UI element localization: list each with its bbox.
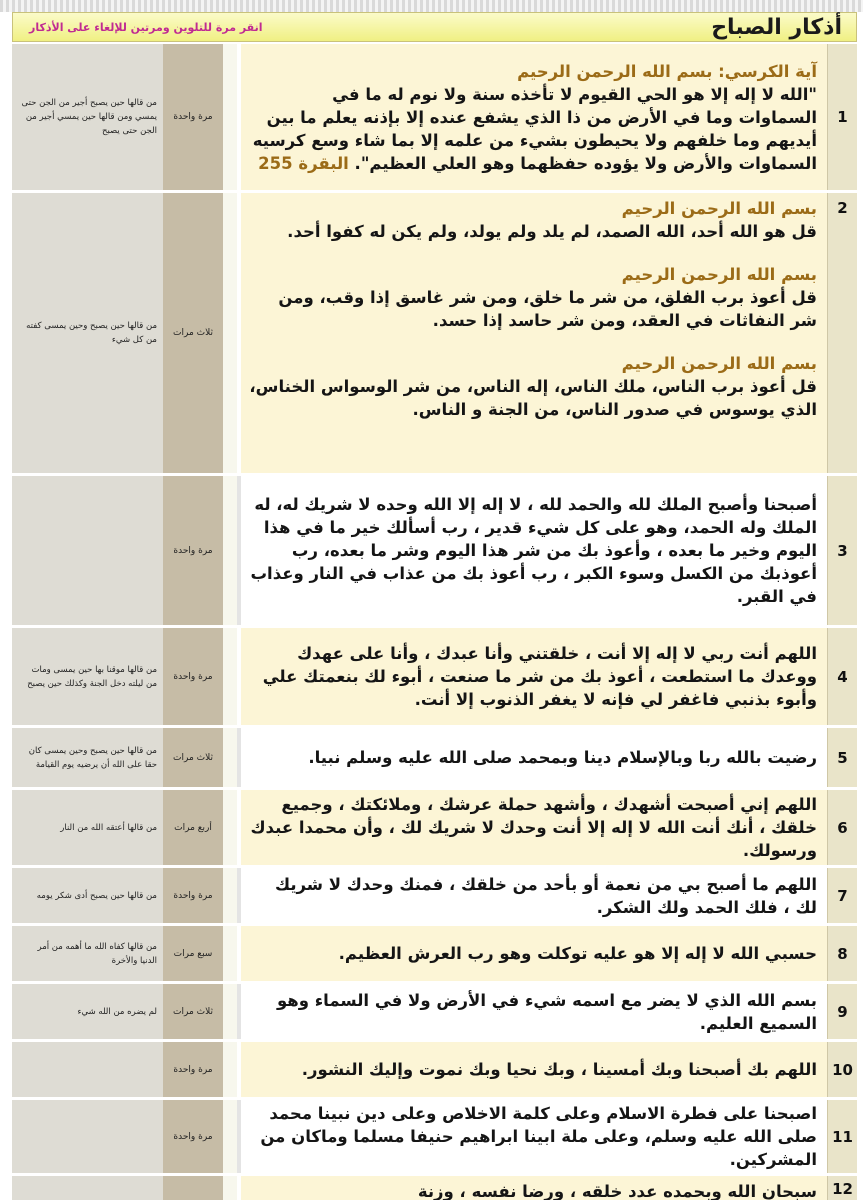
dhikr-text[interactable] — [237, 1100, 827, 1173]
row-number: 11 — [827, 1100, 857, 1173]
row-number: 9 — [827, 984, 857, 1039]
row-number: 4 — [827, 628, 857, 725]
dhikr-body: رضيت بالله ربا وبالإسلام دينا وبمحمد صلى الله عليه وسلم نبيا. — [308, 748, 817, 767]
repeat-count: مرة واحدة — [163, 1100, 223, 1173]
dhikr-benefit: من قالها حين يصبح أجير من الجن حتى يمسي ومن قالها حين يمسي أجير من الجن حتى يصبح — [12, 44, 163, 190]
dhikr-text[interactable] — [237, 926, 827, 981]
dhikr-text[interactable] — [237, 1042, 827, 1097]
repeat-count: ثلاث مرات — [163, 984, 223, 1039]
dhikr-body: اصبحنا على فطرة الاسلام وعلى كلمة الاخلاص وعلى دين نبينا محمد صلى الله عليه وسلم، وعلى ملة ابينا ابراهيم حنيفا مسلما وماكان من المشركين. — [260, 1104, 817, 1169]
repeat-count: مرة واحدة — [163, 44, 223, 190]
dhikr-benefit — [12, 1100, 163, 1173]
dhikr-body: "الله لا إله إلا هو الحي القيوم لا تأخذه سنة ولا نوم له ما في السماوات وما في الأرض من ذا الذي يشفع عنده إلا بإذنه يعلم ما بين أيديهم وما خلفهم ولا يحيطون بشيء من علمه إلا بما شاء وسع كرسيه السماوات والأرض ولا يؤوده حفظهما وهو العلي العظيم". — [252, 84, 817, 173]
repeat-count: ثلاث مرات — [163, 193, 223, 473]
dhikr-row-11[interactable] — [12, 1100, 857, 1176]
dhikr-benefit: من قالها حين يصبح وحين يمسى كان حقا على الله أن يرضيه يوم القيامة — [12, 728, 163, 787]
dhikr-body: اللهم إني أصبحت أشهدك ، وأشهد حملة عرشك ، وملائكتك ، وجميع خلقك ، أنك أنت الله لا إله إلا أنت وحدك لا شريك لك ، وأن محمدا عبدك ورسولك. — [250, 795, 817, 860]
dhikr-benefit: من قالها حين يصبح أدى شكر يومه — [12, 868, 163, 923]
repeat-count: مرة واحدة — [163, 1042, 223, 1097]
dhikr-row-6[interactable] — [12, 790, 857, 868]
dhikr-row-8[interactable] — [12, 926, 857, 984]
row-number: 7 — [827, 868, 857, 923]
dhikr-text[interactable] — [237, 984, 827, 1039]
row-number: 10 — [827, 1042, 857, 1097]
repeat-count — [163, 1176, 223, 1200]
dhikr-row-4[interactable] — [12, 628, 857, 728]
dhikr-text[interactable] — [237, 193, 827, 473]
row-number: 5 — [827, 728, 857, 787]
dhikr-text[interactable] — [237, 1176, 827, 1200]
dhikr-text[interactable] — [237, 476, 827, 625]
top-strip — [0, 0, 863, 12]
row-number: 8 — [827, 926, 857, 981]
repeat-count: سبع مرات — [163, 926, 223, 981]
dhikr-heading: بسم الله الرحمن الرحيم — [621, 265, 817, 284]
dhikr-benefit: من قالها كفاه الله ما أهمه من أمر الدنيا والأخرة — [12, 926, 163, 981]
dhikr-text[interactable] — [237, 628, 827, 725]
dhikr-benefit: من قالها حين يصبح وحين يمسى كفته من كل شيء — [12, 193, 163, 473]
row-number: 6 — [827, 790, 857, 865]
dhikr-row-12[interactable] — [12, 1176, 857, 1200]
dhikr-body: أصبحنا وأصبح الملك لله والحمد لله ، لا إله إلا الله وحده لا شريك له، له الملك وله الحمد، وهو على كل شيء قدير ، رب أسألك خير ما في هذا اليوم وخير ما بعده ، وأعوذ بك من شر هذا اليوم وشر ما بعده، رب أعوذبك من الكسل وسوء الكبر ، رب أعوذ بك من عذاب في النار وعذاب في القبر. — [250, 495, 817, 606]
dhikr-body: قل أعوذ برب الناس، ملك الناس، إله الناس، من شر الوسواس الخناس، الذي يوسوس في صدور الناس، من الجنة و الناس. — [249, 377, 817, 419]
dhikr-heading: بسم الله الرحمن الرحيم — [621, 354, 817, 373]
dhikr-benefit — [12, 1176, 163, 1200]
row-number: 12 — [827, 1176, 857, 1200]
repeat-count: مرة واحدة — [163, 476, 223, 625]
row-number: 3 — [827, 476, 857, 625]
dhikr-text[interactable] — [237, 728, 827, 787]
dhikr-text[interactable] — [237, 44, 827, 190]
repeat-count: أربع مرات — [163, 790, 223, 865]
page-header — [12, 12, 857, 42]
dhikr-body: بسم الله الذي لا يضر مع اسمه شيء في الأرض ولا في السماء وهو السميع العليم. — [276, 990, 817, 1033]
dhikr-body: حسبي الله لا إله إلا هو عليه توكلت وهو رب العرش العظيم. — [338, 944, 817, 963]
dhikr-row-9[interactable] — [12, 984, 857, 1042]
dhikr-row-5[interactable] — [12, 728, 857, 790]
dhikr-heading: آية الكرسي: بسم الله الرحمن الرحيم — [517, 61, 817, 81]
dhikr-body: سبحان الله وبحمده عدد خلقه ، ورضا نفسه ، وزنة — [417, 1182, 817, 1200]
row-number: 1 — [827, 44, 857, 190]
dhikr-row-7[interactable] — [12, 868, 857, 926]
repeat-count: ثلاث مرات — [163, 728, 223, 787]
row-number: 2 — [827, 193, 857, 473]
dhikr-row-2[interactable] — [12, 193, 857, 476]
dhikr-row-1[interactable] — [12, 44, 857, 193]
dhikr-row-10[interactable] — [12, 1042, 857, 1100]
adhkar-table — [12, 44, 857, 1200]
dhikr-body: اللهم ما أصبح بي من نعمة أو بأحد من خلقك ، فمنك وحدك لا شريك لك ، فلك الحمد ولك الشكر. — [274, 874, 817, 917]
dhikr-text[interactable] — [237, 790, 827, 865]
dhikr-benefit — [12, 476, 163, 625]
dhikr-heading: بسم الله الرحمن الرحيم — [621, 199, 817, 218]
dhikr-body: قل أعوذ برب الفلق، من شر ما خلق، ومن شر غاسق إذا وقب، ومن شر النفاثات في العقد، ومن شر حاسد إذا حسد. — [278, 288, 817, 330]
dhikr-text[interactable] — [237, 868, 827, 923]
dhikr-body: قل هو الله أحد، الله الصمد، لم يلد ولم يولد، ولم يكن له كفوا أحد. — [287, 222, 817, 241]
dhikr-reference: البقرة 255 — [258, 153, 349, 173]
dhikr-benefit: لم يضره من الله شيء — [12, 984, 163, 1039]
page-title: أذكار الصباح — [711, 14, 842, 40]
dhikr-benefit: من قالها أعتقه الله من النار — [12, 790, 163, 865]
dhikr-benefit: من قالها موقنا بها حين يمسى ومات من ليلته دخل الجنة وكذلك حين يصبح — [12, 628, 163, 725]
usage-hint: انقر مرة للتلوين ومرتين للإلغاء على الأذكار — [29, 20, 263, 34]
dhikr-benefit — [12, 1042, 163, 1097]
dhikr-body: اللهم بك أصبحنا وبك أمسينا ، وبك نحيا وبك نموت وإليك النشور. — [301, 1060, 817, 1079]
dhikr-row-3[interactable] — [12, 476, 857, 628]
repeat-count: مرة واحدة — [163, 628, 223, 725]
dhikr-body: اللهم أنت ربي لا إله إلا أنت ، خلقتني وأنا عبدك ، وأنا على عهدك ووعدك ما استطعت ، أعوذ بك من شر ما صنعت ، أبوء لك بنعمتك علي وأبوء بذنبي فاغفر لي فإنه لا يغفر الذنوب إلا أنت. — [262, 644, 817, 709]
repeat-count: مرة واحدة — [163, 868, 223, 923]
